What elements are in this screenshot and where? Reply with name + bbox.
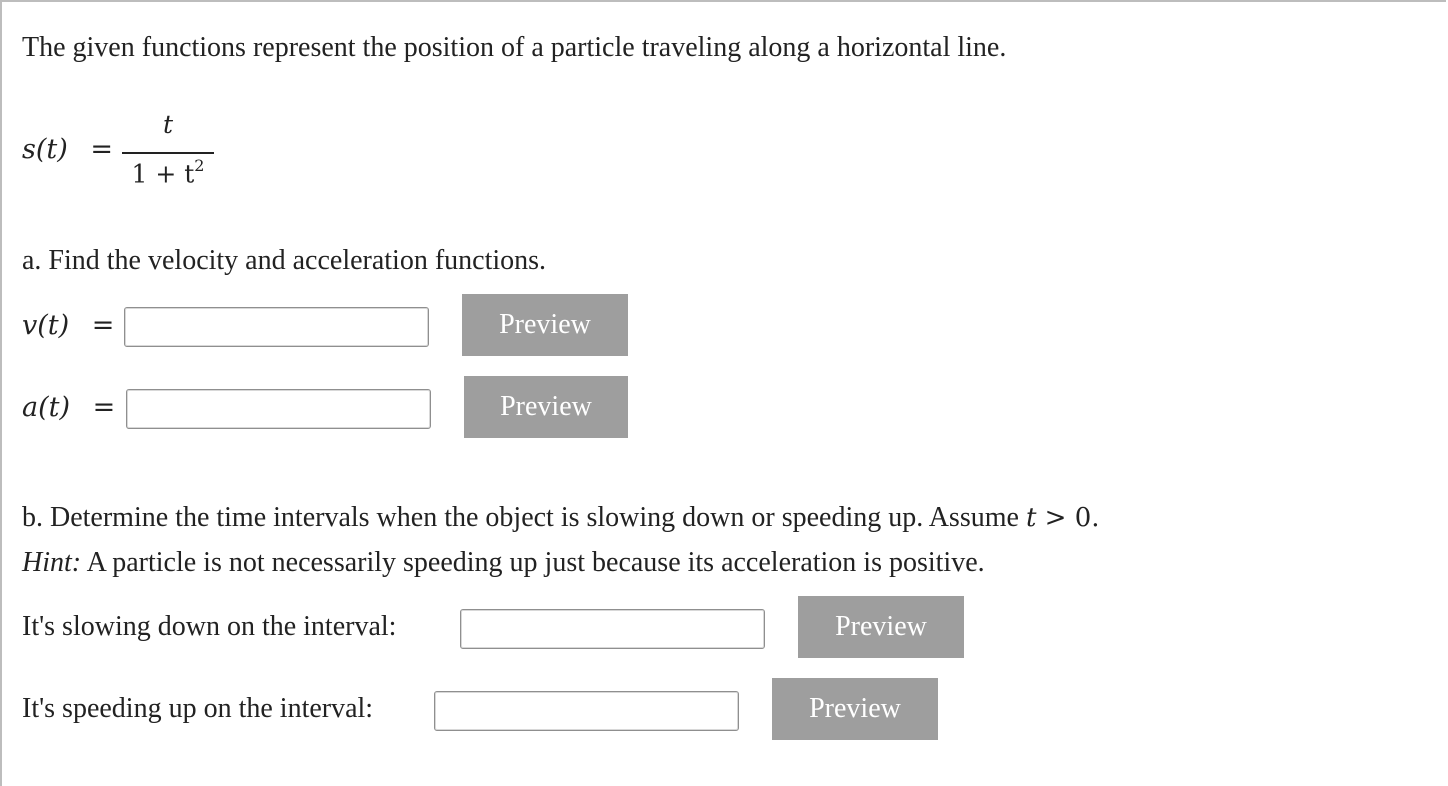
velocity-preview-button[interactable]: Preview bbox=[462, 294, 628, 356]
acceleration-preview-button[interactable]: Preview bbox=[464, 376, 628, 438]
part-a-prompt: a. Find the velocity and acceleration functions. bbox=[22, 245, 547, 276]
slowing-down-label: It's slowing down on the interval: bbox=[22, 611, 397, 642]
fraction-denominator: $1 + t^2$ bbox=[131, 156, 205, 189]
position-function-label: s(t) = bbox=[22, 134, 113, 165]
position-fraction bbox=[122, 110, 214, 194]
acceleration-input[interactable] bbox=[126, 389, 431, 429]
velocity-label: v(t) = bbox=[22, 310, 115, 341]
speeding-up-preview-button[interactable]: Preview bbox=[772, 678, 938, 740]
slowing-down-input[interactable] bbox=[460, 609, 765, 649]
slowing-down-preview-button[interactable]: Preview bbox=[798, 596, 964, 658]
acceleration-label: a(t) = bbox=[22, 392, 116, 423]
part-b-prompt: b. Determine the time intervals when the object is slowing down or speeding up. Assume t > 0. bbox=[22, 502, 1100, 533]
speeding-up-input[interactable] bbox=[434, 691, 739, 731]
velocity-input[interactable] bbox=[124, 307, 429, 347]
speeding-up-label: It's speeding up on the interval: bbox=[22, 693, 374, 724]
hint-text: Hint: A particle is not necessarily speeding up just because its acceleration is positive. bbox=[22, 547, 985, 578]
fraction-numerator: t bbox=[162, 110, 174, 139]
fraction-bar bbox=[122, 152, 214, 154]
intro-text: The given functions represent the position of a particle traveling along a horizontal line. bbox=[22, 32, 1007, 63]
